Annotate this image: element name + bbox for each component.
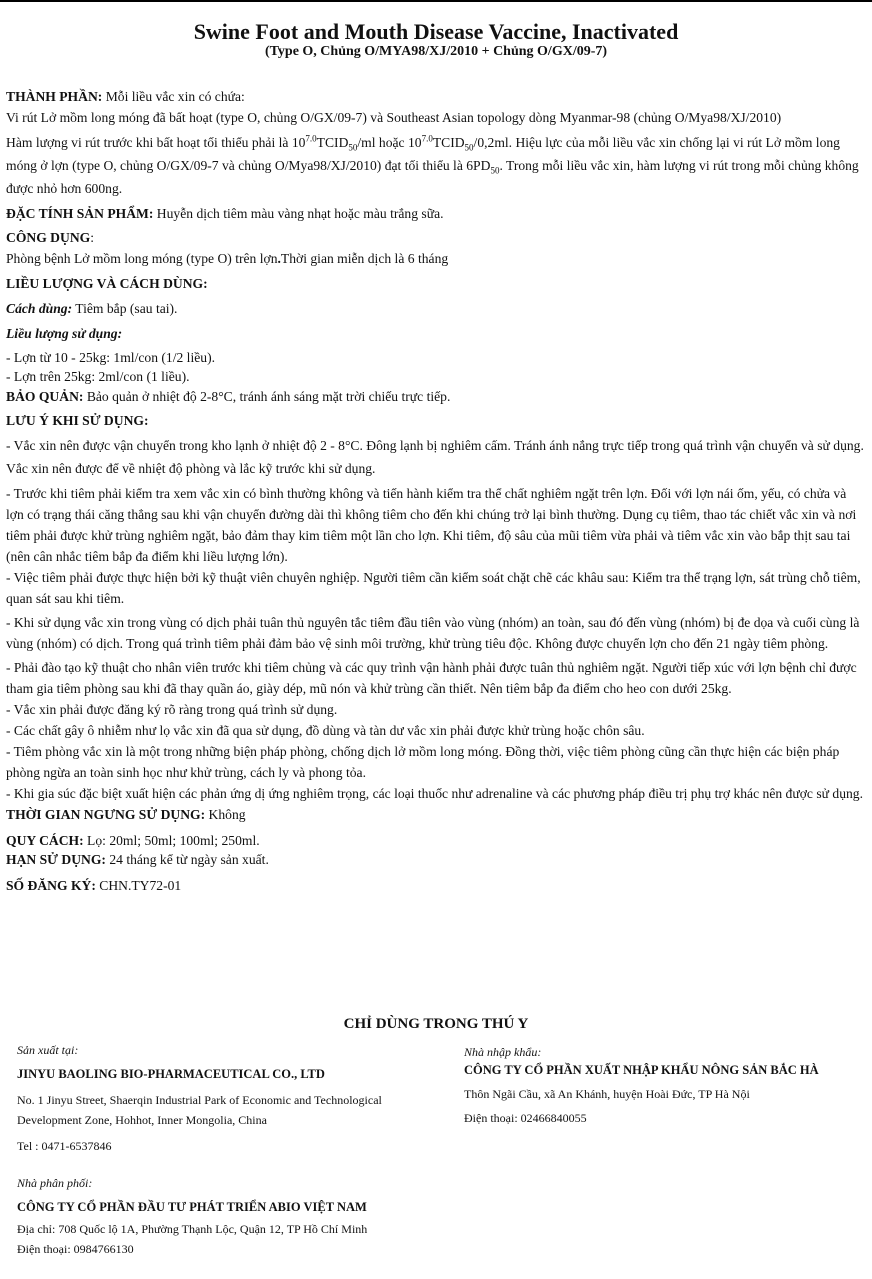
importer-tel: Điện thoại: 02466840055	[464, 1111, 587, 1125]
distributor-address: Địa chỉ: 708 Quốc lộ 1A, Phường Thạnh Lộc, Quận 12, TP Hồ Chí Minh	[17, 1222, 368, 1236]
notes-item-3: - Việc tiêm phải được thực hiện bởi kỹ thuật viên chuyên nghiệp. Người tiêm cần kiểm soát chặt chẽ các khâu sau: Kiểm tra thể trạng lợn, sát trùng chỗ tiêm, quan sát sau khi tiêm.	[6, 570, 861, 606]
manufacturer-name: JINYU BAOLING BIO-PHARMACEUTICAL CO., LTD	[17, 1067, 325, 1081]
composition-line1: Vi rút Lở mồm long móng đã bất hoạt (type O, chủng O/GX/09-7) và Southeast Asian topology dòng Myanmar-98 (chủng O/Mya98/XJ/2010)	[6, 110, 782, 125]
dosage-amount-heading: Liều lượng sử dụng:	[6, 326, 123, 341]
dosage-item-2: - Lợn trên 25kg: 2ml/con (1 liều).	[6, 369, 190, 384]
shelf-life: HẠN SỬ DỤNG: 24 tháng kể từ ngày sản xuất.	[6, 852, 269, 867]
importer-address: Thôn Ngãi Cầu, xã An Khánh, huyện Hoài Đức, TP Hà Nội	[464, 1087, 750, 1101]
distributor-block	[17, 1173, 617, 1259]
distributor-tel: Điện thoại: 0984766130	[17, 1242, 134, 1256]
importer-name: CÔNG TY CỔ PHẦN XUẤT NHẬP KHẨU NÔNG SẢN BẮC HÀ	[464, 1063, 819, 1077]
manufacturer-block	[17, 1040, 437, 1156]
composition-line2: Hàm lượng vi rút trước khi bất hoạt tối thiểu phải là $10^{7.0}TCID_{50}/ml$ hoặc $10^{7.0}TCID_{50}/0,2ml$. Hiệu lực của mỗi liều vắc xin chống lại vi rút Lở mồm long móng ở lợn (type O, chủng O/GX/09-7 và chủng O/Mya98/XJ/2010) đạt tối thiểu là $6PD_{50}$. Trong mỗi liều vắc xin, hàm lượng vi rút trong mỗi chủng không được nhỏ hơn 600ng.	[6, 133, 859, 196]
usage-text: Phòng bệnh Lở mồm long móng (type O) trên lợn.Thời gian miễn dịch là 6 tháng	[6, 251, 449, 266]
notes-item-6: - Vắc xin phải được đăng ký rõ ràng trong quá trình sử dụng.	[6, 702, 338, 717]
dosage-heading: LIỀU LƯỢNG VÀ CÁCH DÙNG:	[6, 276, 208, 291]
notes-item-9: - Khi gia súc đặc biệt xuất hiện các phản ứng dị ứng nghiêm trọng, các loại thuốc như adrenaline và các phương pháp điều trị phụ trợ khác nên được sử dụng.	[6, 786, 863, 801]
dosage-method: Cách dùng: Tiêm bắp (sau tai).	[6, 301, 178, 316]
distributor-label: Nhà phân phối:	[17, 1176, 93, 1190]
manufacturer-address: No. 1 Jinyu Street, Shaerqin Industrial Park of Economic and Technological Development Zone, Hohhot, Inner Mongolia, China	[17, 1093, 382, 1127]
manufacturer-label: Sản xuất tại:	[17, 1043, 79, 1057]
notes-item-1: - Vắc xin nên được vận chuyển trong kho lạnh ở nhiệt độ 2 - 8°C. Đông lạnh bị nghiêm cấm. Tránh ánh nắng trực tiếp trong quá trình vận chuyển và sử dụng. Vắc xin nên được để về nhiệt độ phòng và lắc kỹ trước khi sử dụng.	[6, 438, 864, 476]
composition-heading	[6, 86, 864, 107]
notes-item-4: - Khi sử dụng vắc xin trong vùng có dịch phải tuân thủ nguyên tắc tiêm đầu tiên vào vùng (nhóm) an toàn, sau đó đến vùng (nhóm) bị đe dọa và cuối cùng là vùng (nhóm) có dịch. Trong quá trình tiêm phải đảm bảo vệ sinh môi trường, khử trùng tiêu độc. Không được chuyển lợn cho đến 21 ngày tiêm phòng.	[6, 615, 860, 651]
document-body	[6, 86, 864, 896]
storage: BẢO QUẢN: Bảo quản ở nhiệt độ 2-8°C, tránh ánh sáng mặt trời chiếu trực tiếp.	[6, 389, 451, 404]
notes-heading: LƯU Ý KHI SỬ DỤNG:	[6, 413, 149, 428]
page-subtitle: (Type O, Chủng O/MYA98/XJ/2010 + Chủng O/GX/09-7)	[264, 44, 608, 59]
composition-intro: Mỗi liều vắc xin có chứa:	[102, 89, 245, 104]
notes-item-8: - Tiêm phòng vắc xin là một trong những biện pháp phòng, chống dịch lở mồm long móng. Đồng thời, việc tiêm phòng cũng cần thực hiện các biện pháp phòng ngừa an toàn sinh học như khử trùng, cách ly và phong tỏa.	[6, 744, 840, 780]
product-property: ĐẶC TÍNH SẢN PHẨM: Huyễn dịch tiêm màu vàng nhạt hoặc màu trắng sữa.	[6, 206, 444, 221]
notes-item-5: - Phải đào tạo kỹ thuật cho nhân viên trước khi tiêm chủng và các quy trình vận hành phải được tuân thủ nghiêm ngặt. Người tiếp xúc với lợn bệnh chỉ được tham gia tiêm phòng sau khi đã thay quần áo, giày dép, mũ nón và khử trùng cần thiết. Nên tiêm bắp đa điểm cho heo con dưới 25kg.	[6, 660, 857, 696]
notes-item-2: - Trước khi tiêm phải kiểm tra xem vắc xin có bình thường không và tiến hành kiểm tra thể chất nghiêm ngặt trên lợn. Đối với lợn nái ốm, yếu, có chửa và lợn có trạng thái căng thẳng sau khi vận chuyển đường dài thì không tiêm cho đến khi chúng trở lại bình thường. Dụng cụ tiêm, thao tác chiết vắc xin và nơi tiêm phải được khử trùng nghiêm ngặt, bảo đảm thay kim tiêm một lần cho lợn. Khi tiêm, độ sâu của mũi tiêm vừa phải và tiêm vắc xin vào bắp thịt sau tai (nên cân nhắc tiêm bắp đa điểm khi liều lượng lớn).	[6, 486, 857, 564]
distributor-name: CÔNG TY CỔ PHẦN ĐẦU TƯ PHÁT TRIỂN ABIO VIỆT NAM	[17, 1200, 367, 1214]
importer-label: Nhà nhập khẩu:	[464, 1045, 542, 1059]
notes-item-7: - Các chất gây ô nhiễm như lọ vắc xin đã qua sử dụng, đồ dùng và tàn dư vắc xin phải được khử trùng hoặc chôn sâu.	[6, 723, 645, 738]
packaging: QUY CÁCH: Lọ: 20ml; 50ml; 100ml; 250ml.	[6, 833, 260, 848]
registration-number: SỐ ĐĂNG KÝ: CHN.TY72-01	[6, 878, 182, 893]
composition-label: THÀNH PHẦN:	[6, 89, 103, 104]
page-title: Swine Foot and Mouth Disease Vaccine, Inactivated	[193, 19, 679, 44]
dosage-item-1: - Lợn từ 10 - 25kg: 1ml/con (1/2 liều).	[6, 350, 215, 365]
importer-block	[464, 1042, 864, 1128]
withdrawal-time: THỜI GIAN NGƯNG SỬ DỤNG: Không	[6, 807, 246, 822]
top-border-line	[0, 0, 872, 2]
usage-heading: CÔNG DỤNG:	[6, 230, 94, 245]
veterinary-use-notice: CHỈ DÙNG TRONG THÚ Y	[343, 1016, 529, 1032]
manufacturer-tel: Tel : 0471-6537846	[17, 1139, 112, 1153]
